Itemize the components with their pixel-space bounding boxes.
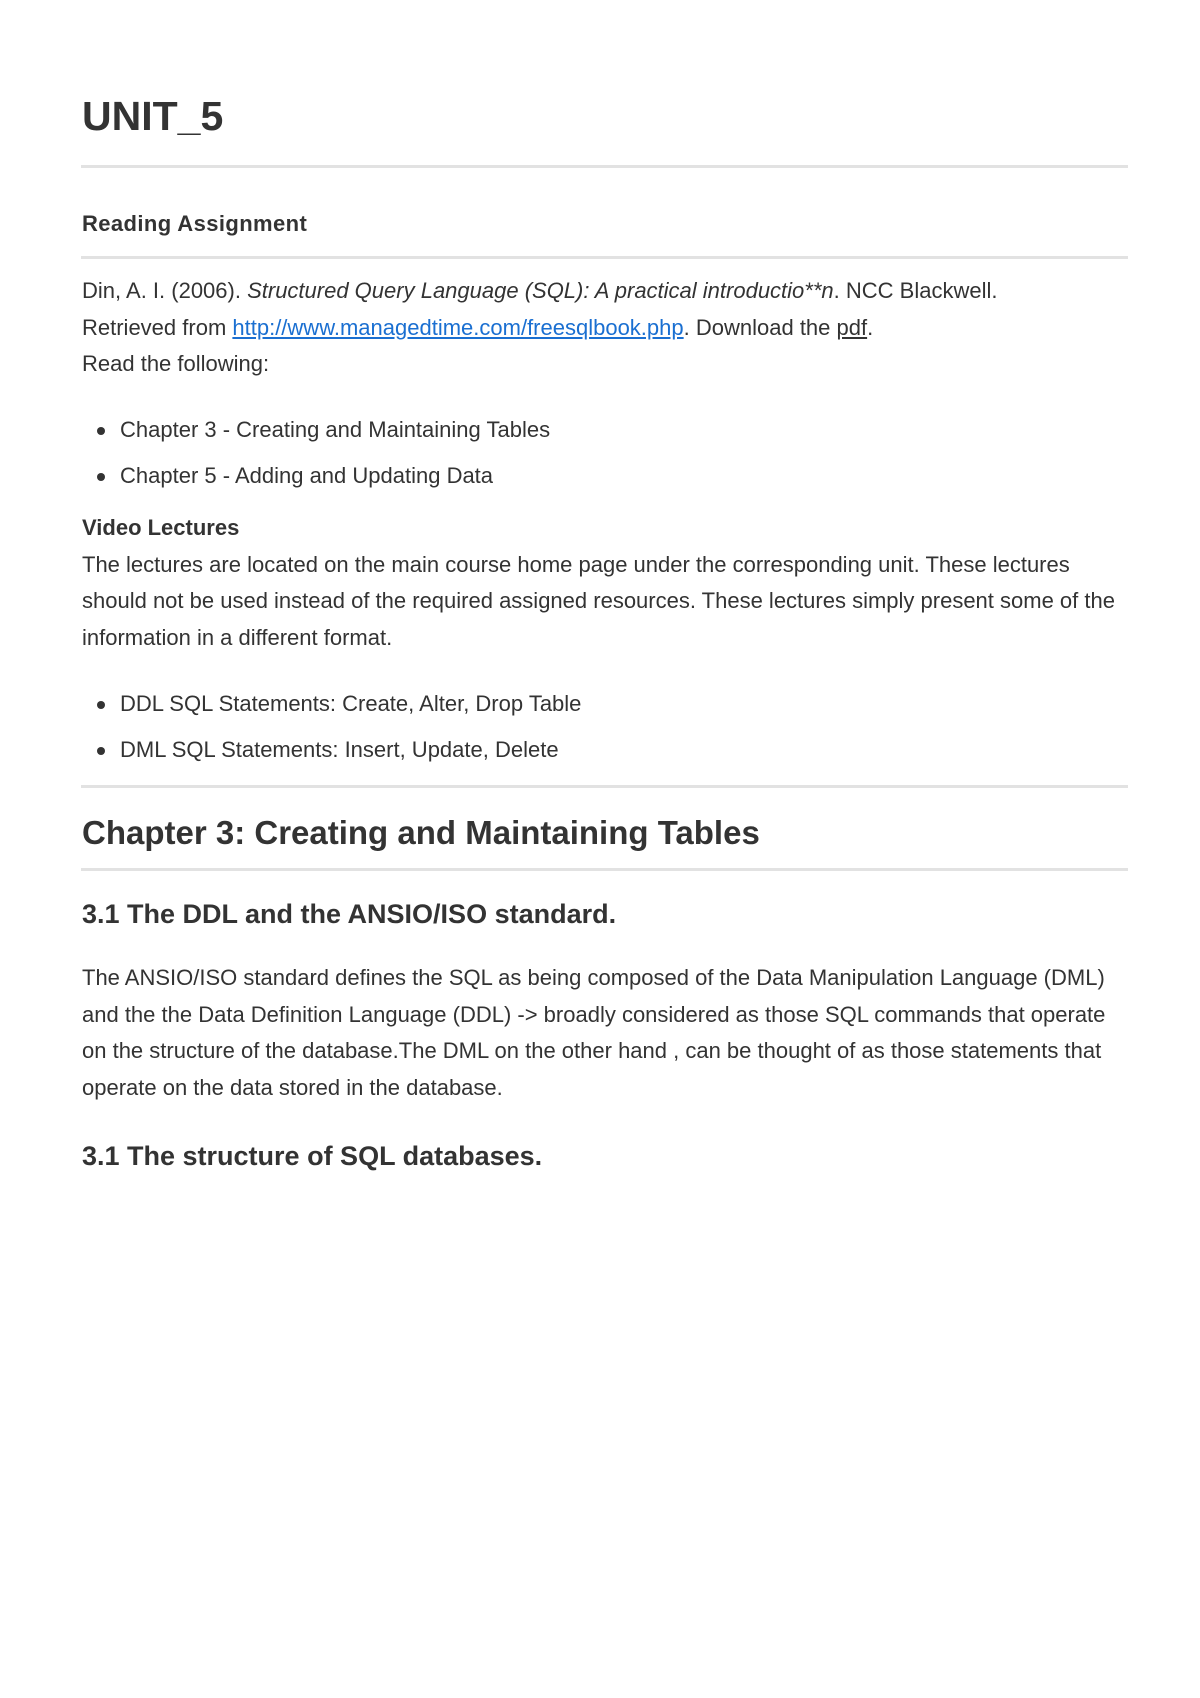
download-text: . Download the	[683, 314, 837, 340]
video-lectures-body: The lectures are located on the main course home page under the corresponding unit. These lectures should not be used instead of the required assigned resources. These lectures simply present some of the information in a different format.	[82, 551, 1115, 650]
bullet-icon	[97, 747, 105, 755]
citation-prefix: Din, A. I. (2006).	[82, 278, 248, 303]
retrieved-prefix: Retrieved from	[82, 314, 233, 340]
freesqlbook-link[interactable]: http://www.managedtime.com/freesqlbook.php	[232, 314, 684, 340]
section-heading-ddl: 3.1 The DDL and the ANSIO/ISO standard.	[82, 899, 617, 929]
bullet-icon	[97, 701, 105, 709]
citation-title: Structured Query Language (SQL): A practical introductio**n	[247, 278, 834, 303]
video-list	[82, 681, 581, 773]
pdf-link[interactable]: pdf	[836, 314, 868, 340]
chapter-divider	[81, 868, 1128, 871]
list-item: Chapter 3 - Creating and Maintaining Tables	[82, 407, 550, 453]
reading-list	[82, 407, 550, 499]
reading-divider	[81, 256, 1128, 259]
read-following-text: Read the following:	[82, 351, 270, 376]
bullet-icon	[97, 473, 105, 481]
section-heading-structure: 3.1 The structure of SQL databases.	[82, 1141, 543, 1171]
list-item: DDL SQL Statements: Create, Alter, Drop Table	[82, 681, 581, 727]
list-item: Chapter 5 - Adding and Updating Data	[82, 453, 550, 499]
list-item: DML SQL Statements: Insert, Update, Delete	[82, 727, 581, 773]
section-body-ddl: The ANSIO/ISO standard defines the SQL as being composed of the Data Manipulation Language (DML) and the the Data Definition Language (DDL) -> broadly considered as those SQL commands that operate on the structure of the database.The DML on the other hand , can be thought of as those statements that operate on the data stored in the database.	[82, 965, 1106, 1100]
reading-assignment-heading: Reading Assignment	[82, 211, 308, 236]
video-lectures-heading: Video Lectures	[82, 515, 240, 540]
page-title: UNIT_5	[82, 93, 224, 139]
citation-paragraph	[82, 273, 1130, 383]
citation-suffix: . NCC Blackwell.	[833, 278, 998, 303]
title-divider	[81, 165, 1128, 168]
video-lectures-paragraph	[82, 510, 1130, 656]
bullet-icon	[97, 427, 105, 435]
video-divider	[81, 785, 1128, 788]
period: .	[867, 314, 874, 340]
chapter-heading: Chapter 3: Creating and Maintaining Tables	[82, 814, 760, 851]
